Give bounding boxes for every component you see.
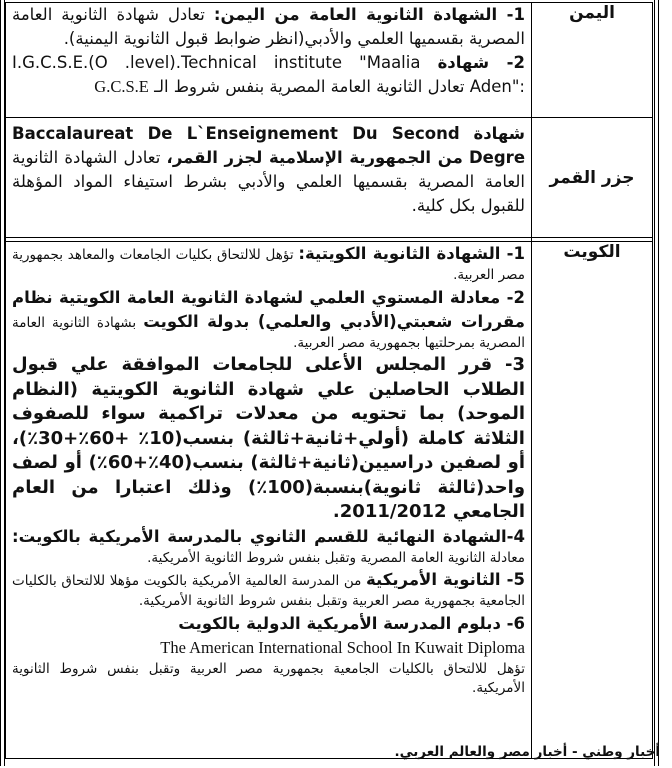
item-text: من المدرسة العالمية الأمريكية بالكويت مؤهلا للالتحاق بالكليات الجامعية بجمهورية مصر العربية وتقبل بنفس شروط الثانوية الأمريكية.	[12, 573, 525, 609]
item-lead: 2- شهادة	[437, 53, 525, 72]
list-item	[12, 568, 525, 612]
item-text: تعادل الشهادة الثانوية العامة المصرية بقسميها العلمي والأدبي بشرط استيفاء المواد المؤهلة للقبول بكل كلية.	[12, 148, 525, 215]
footer-watermark: أخبار وطني - أخبار مصر والعالم العربي.	[394, 744, 660, 760]
table-row-yemen	[6, 3, 653, 118]
details-cell	[6, 118, 532, 238]
item-text: تعادل شهادة الثانوية العامة المصرية بقسميها العلمي والأدبي(انظر ضوابط قبول الثانوية اليمنية).	[12, 5, 525, 48]
country-cell: اليمن	[532, 3, 653, 118]
item-text: تؤهل للالتحاق بالكليات الجامعية بجمهورية مصر العربية وتقبل بنفس شروط الثانوية الأمريكية.	[12, 660, 525, 696]
item-bold-text: من الجمهورية الإسلامية لجزر القمر،	[166, 148, 463, 167]
list-item	[12, 118, 525, 218]
item-text: بشهادة الثانوية العامة المصرية بمرحلتيها بجمهورية مصر العربية.	[12, 314, 525, 351]
country-cell: جزر القمر	[532, 118, 653, 238]
item-lead: 6- دبلوم المدرسة الأمريكية الدولية بالكويت	[178, 613, 525, 633]
list-item	[12, 51, 525, 99]
item-latin: I.G.C.S.E.(O .level).Technical institute "Maalia Aden":	[12, 53, 525, 96]
table-row-kuwait	[6, 242, 653, 759]
item-lead: 3- قرر المجلس الأعلى للجامعات الموافقة علي قبول الطلاب الحاصلين علي شهادة الثانوية الكويتية (النظام الموحد) بما تحتويه من معدلات تراكمية سواء للصفوف الثلاثة كاملة (أولي+ثانية+ثالثة) بنسب(10٪ +60٪+30٪)، أو لصفين دراسيين(ثانية+ثالثة) بنسب(40٪+60٪) أو لصف واحد(ثالثة ثانوية)بنسبة(100٪) وذلك اعتبارا من العام الجامعي 2011/2012.	[12, 354, 526, 522]
item-lead: 5- الثانوية الأمريكية	[366, 570, 525, 589]
country-cell: الكويت	[532, 242, 653, 759]
item-latin: Baccalaureat De L`Enseignement Du Second Degre	[12, 124, 526, 167]
item-lead: 1- الشهادة الثانوية الكويتية:	[298, 244, 526, 263]
list-item	[12, 612, 525, 699]
item-text: تؤهل للالتحاق بكليات الجامعات والمعاهد بجمهورية مصر العربية.	[12, 247, 525, 283]
list-item	[12, 525, 525, 569]
list-item	[12, 3, 525, 51]
item-latin: The American International School In Kuwait Diploma	[160, 637, 525, 657]
item-text: معادلة الثانوية العامة المصرية وتقبل بنفس شروط الثانوية الأمريكية.	[147, 549, 525, 566]
list-item	[12, 242, 525, 286]
item-lead: 2- معادلة المستوي العلمي لشهادة الثانوية العامة الكويتية نظام مقررات شعبتي(الأدبي والعلمي) بدولة الكويت	[12, 287, 526, 331]
list-item	[12, 286, 525, 354]
item-lead: شهادة	[473, 124, 525, 143]
item-text: تعادل الثانوية العامة المصرية بنفس شروط الـ	[154, 77, 465, 96]
details-cell	[6, 3, 532, 118]
item-lead: 4-الشهادة النهائية للقسم الثانوي بالمدرسة الأمريكية بالكويت:	[12, 526, 525, 546]
table-row-comoros	[6, 118, 653, 238]
list-item	[12, 353, 525, 525]
item-lead: 1- الشهادة الثانوية العامة من اليمن:	[213, 5, 525, 24]
item-latin: G.C.S.E	[94, 77, 149, 96]
details-cell	[6, 242, 532, 759]
equivalency-table	[5, 2, 653, 759]
